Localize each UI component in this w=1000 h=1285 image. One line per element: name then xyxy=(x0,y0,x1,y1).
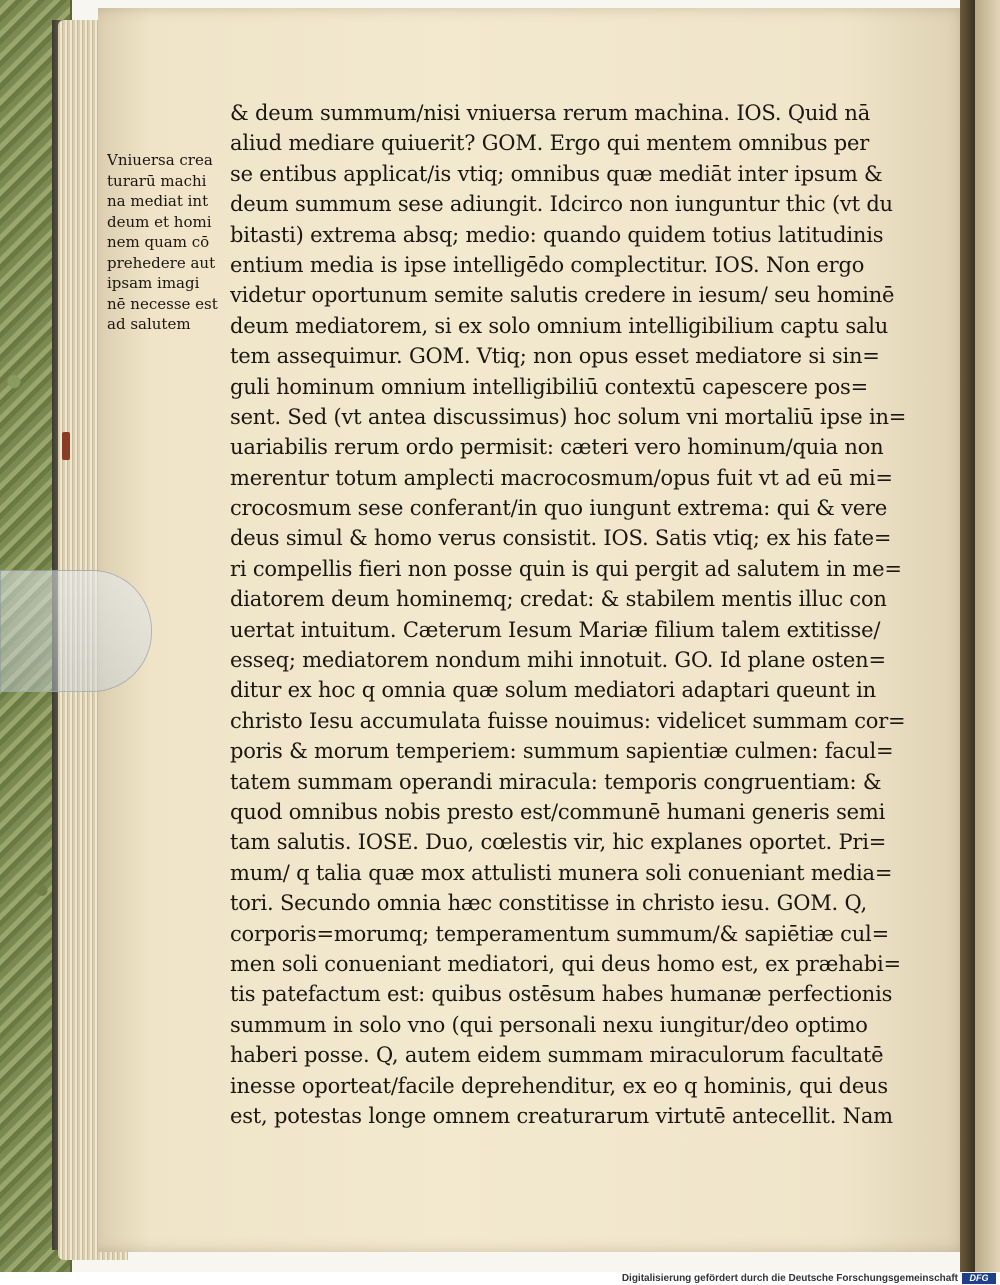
text-line: se entibus applicat/is vtiq; omnibus quæ mediāt inter ipsum & xyxy=(230,161,883,186)
text-line: men soli conueniant mediatori, qui deus homo est, ex præhabi= xyxy=(230,951,901,976)
text-line: mum/ q talia quæ mox attulisti munera soli conueniant media= xyxy=(230,860,893,885)
text-line: entium media is ipse intelligēdo complectitur. IOS. Non ergo xyxy=(230,252,865,277)
text-line: bitasti) extrema absq; medio: quando quidem totius latitudinis xyxy=(230,222,884,247)
dfg-logo: DFG xyxy=(962,1273,996,1284)
text-line: deum summum sese adiungit. Idcirco non iunguntur thic (vt du xyxy=(230,192,893,217)
text-line: uertat intuitum. Cæterum Iesum Mariæ filium talem extitisse/ xyxy=(230,617,881,642)
marginal-note xyxy=(107,150,232,335)
text-line: merentur totum amplecti macrocosmum/opus fuit vt ad eū mi= xyxy=(230,465,893,490)
text-line: haberi posse. Q, autem eidem summam miraculorum facultatē xyxy=(230,1043,884,1068)
marginal-note-line: prehedere aut xyxy=(107,253,216,272)
text-line: corporis=morumq; temperamentum summum/& sapiētiæ cul= xyxy=(230,921,889,946)
text-line: ditur ex hoc q omnia quæ solum mediatori adaptari queunt in xyxy=(230,678,876,703)
text-line: inesse oporteat/facile deprehenditur, ex eo q hominis, qui deus xyxy=(230,1073,888,1098)
text-line: videtur oportunum semite salutis credere in iesum/ seu hominē xyxy=(230,283,895,308)
marginal-note-line: Vniuersa crea xyxy=(107,151,213,169)
marginal-note-line: na mediat int xyxy=(107,192,209,210)
marginal-note-line: ad salutem xyxy=(107,315,191,333)
digitization-credit: Digitalisierung gefördert durch die Deutsche Forschungsgemeinschaft xyxy=(621,1273,958,1284)
marginal-note-line: turarū machi xyxy=(107,171,207,190)
marginal-note-line: deum et homi xyxy=(107,212,212,231)
text-line: est, potestas longe omnem creaturarum virtutē antecellit. Nam xyxy=(230,1103,893,1128)
text-line: poris & morum temperiem: summum sapientiæ culmen: facul= xyxy=(230,739,894,764)
right-page-edge xyxy=(975,0,1000,1272)
text-line: esseq; mediatorem nondum mihi innotuit. GO. Id plane osten= xyxy=(230,648,886,673)
text-line: christo Iesu accumulata fuisse nouimus: videlicet summam cor= xyxy=(230,708,906,733)
marginal-note-line: nē necesse est xyxy=(107,294,218,313)
plastic-page-clip xyxy=(0,570,152,692)
text-line: aliud mediare quiuerit? GOM. Ergo qui mentem omnibus per xyxy=(230,131,870,156)
text-line: deus simul & homo verus consistit. IOS. Satis vtiq; ex his fate= xyxy=(230,526,892,551)
bookmark-ribbon xyxy=(62,432,70,460)
text-line: tem assequimur. GOM. Vtiq; non opus esset mediatore si sin= xyxy=(230,344,880,369)
text-line: diatorem deum hominemq; credat: & stabilem mentis illuc con xyxy=(230,587,887,612)
marginal-note-line: nem quam cō xyxy=(107,233,210,251)
text-line: tatem summam operandi miracula: temporis congruentiam: & xyxy=(230,769,882,794)
text-line: quod omnibus nobis presto est/communē humani generis semi xyxy=(230,799,886,824)
text-line: tam salutis. IOSE. Duo, cœlestis vir, hic explanes oportet. Pri= xyxy=(230,830,887,855)
text-line: tis patefactum est: quibus ostēsum habes humanæ perfectionis xyxy=(230,982,893,1007)
text-line: guli hominum omnium intelligibiliū contextū capescere pos= xyxy=(230,374,869,399)
text-line: tori. Secundo omnia hæc constitisse in christo iesu. GOM. Q, xyxy=(230,891,867,916)
text-line: sent. Sed (vt antea discussimus) hoc solum vni mortaliū ipse in= xyxy=(230,404,907,429)
marginal-note-line: ipsam imagi xyxy=(107,274,200,292)
text-line: summum in solo vno (qui personali nexu iungitur/deo optimo xyxy=(230,1012,868,1037)
text-line: deum mediatorem, si ex solo omnium intelligibilium captu salu xyxy=(230,313,889,338)
text-line: crocosmum sese conferant/in quo iungunt extrema: qui & vere xyxy=(230,496,888,521)
text-line: ri compellis fieri non posse quin is qui pergit ad salutem in me= xyxy=(230,556,902,581)
text-line: uariabilis rerum ordo permisit: cæteri vero hominum/quia non xyxy=(230,435,884,460)
main-text-block xyxy=(230,98,942,1131)
text-line: & deum summum/nisi vniuersa rerum machina. IOS. Quid nā xyxy=(230,101,871,125)
